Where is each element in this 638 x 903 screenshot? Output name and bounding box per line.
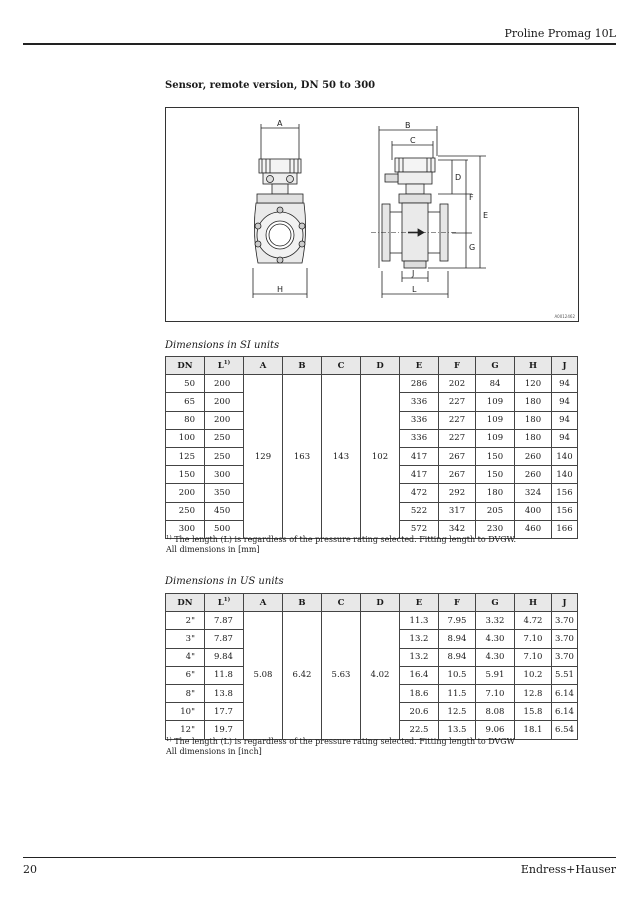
col-header-j: J bbox=[552, 357, 578, 375]
col-header-b: B bbox=[283, 594, 322, 612]
cell-h: 4.72 bbox=[515, 612, 552, 630]
cell-l: 17.7 bbox=[205, 703, 244, 721]
col-header-h: H bbox=[515, 357, 552, 375]
cell-h: 18.1 bbox=[515, 721, 552, 739]
cell-h: 460 bbox=[515, 520, 552, 538]
header-product-title: Proline Promag 10L bbox=[504, 27, 616, 40]
cell-e: 336 bbox=[400, 429, 439, 447]
footer-brand: Endress+Hauser bbox=[520, 863, 616, 876]
cell-dn: 65 bbox=[166, 393, 205, 411]
cell-dn: 80 bbox=[166, 411, 205, 429]
cell-h: 324 bbox=[515, 484, 552, 502]
header-rule bbox=[23, 43, 616, 45]
cell-g: 7.10 bbox=[476, 684, 515, 702]
us-footnote bbox=[166, 735, 515, 757]
cell-l: 9.84 bbox=[205, 648, 244, 666]
cell-merged-c: 5.63 bbox=[322, 612, 361, 739]
cell-g: 4.30 bbox=[476, 648, 515, 666]
col-header-c: C bbox=[322, 594, 361, 612]
cell-e: 336 bbox=[400, 411, 439, 429]
cell-dn: 50 bbox=[166, 375, 205, 393]
col-header-a: A bbox=[244, 357, 283, 375]
cell-l: 300 bbox=[205, 466, 244, 484]
dim-label-c: C bbox=[410, 136, 416, 145]
cell-l: 19.7 bbox=[205, 721, 244, 739]
cell-merged-a: 5.08 bbox=[244, 612, 283, 739]
cell-f: 202 bbox=[439, 375, 476, 393]
col-header-j: J bbox=[552, 594, 578, 612]
col-header-l-text: L bbox=[217, 361, 224, 371]
cell-g: 3.32 bbox=[476, 612, 515, 630]
cell-f: 10.5 bbox=[439, 666, 476, 684]
dim-label-l: L bbox=[412, 285, 417, 294]
cell-j: 166 bbox=[552, 520, 578, 538]
cell-l: 7.87 bbox=[205, 612, 244, 630]
cell-g: 180 bbox=[476, 484, 515, 502]
si-dimensions-table bbox=[165, 356, 578, 539]
cell-f: 12.5 bbox=[439, 703, 476, 721]
cell-e: 336 bbox=[400, 393, 439, 411]
cell-h: 180 bbox=[515, 411, 552, 429]
col-header-d: D bbox=[361, 594, 400, 612]
col-header-g: G bbox=[476, 357, 515, 375]
section-title: Sensor, remote version, DN 50 to 300 bbox=[165, 80, 376, 91]
cell-g: 150 bbox=[476, 466, 515, 484]
col-header-h: H bbox=[515, 594, 552, 612]
cell-dn: 2" bbox=[166, 612, 205, 630]
cell-f: 227 bbox=[439, 411, 476, 429]
cell-f: 292 bbox=[439, 484, 476, 502]
cell-j: 6.14 bbox=[552, 703, 578, 721]
cell-dn: 3" bbox=[166, 630, 205, 648]
cell-f: 13.5 bbox=[439, 721, 476, 739]
footer-rule bbox=[23, 857, 616, 858]
cell-j: 3.70 bbox=[552, 612, 578, 630]
cell-e: 286 bbox=[400, 375, 439, 393]
cell-j: 94 bbox=[552, 375, 578, 393]
cell-l: 200 bbox=[205, 411, 244, 429]
cell-g: 109 bbox=[476, 393, 515, 411]
col-header-e: E bbox=[400, 357, 439, 375]
cell-dn: 100 bbox=[166, 429, 205, 447]
cell-e: 417 bbox=[400, 447, 439, 465]
dim-label-g: G bbox=[469, 243, 476, 252]
col-header-dn: DN bbox=[166, 357, 205, 375]
col-header-g: G bbox=[476, 594, 515, 612]
cell-l: 13.8 bbox=[205, 684, 244, 702]
col-header-f: F bbox=[439, 594, 476, 612]
cell-g: 5.91 bbox=[476, 666, 515, 684]
cell-l: 350 bbox=[205, 484, 244, 502]
cell-l: 250 bbox=[205, 429, 244, 447]
col-header-a: A bbox=[244, 594, 283, 612]
cell-g: 109 bbox=[476, 411, 515, 429]
dim-label-e: E bbox=[483, 211, 489, 220]
cell-e: 22.5 bbox=[400, 721, 439, 739]
si-header-row bbox=[166, 357, 578, 375]
cell-merged-b: 6.42 bbox=[283, 612, 322, 739]
cell-h: 260 bbox=[515, 447, 552, 465]
cell-g: 205 bbox=[476, 502, 515, 520]
cell-j: 94 bbox=[552, 393, 578, 411]
cell-h: 120 bbox=[515, 375, 552, 393]
side-view bbox=[371, 126, 489, 298]
si-footnote-units: All dimensions in [mm] bbox=[166, 545, 260, 554]
cell-l: 500 bbox=[205, 520, 244, 538]
cell-g: 109 bbox=[476, 429, 515, 447]
col-header-l bbox=[205, 594, 244, 612]
cell-g: 8.08 bbox=[476, 703, 515, 721]
cell-h: 180 bbox=[515, 429, 552, 447]
cell-e: 472 bbox=[400, 484, 439, 502]
cell-e: 16.4 bbox=[400, 666, 439, 684]
dim-label-d: D bbox=[455, 173, 462, 182]
cell-dn: 200 bbox=[166, 484, 205, 502]
si-footnote-text: The length (L) is regardless of the pressure rating selected. Fitting length to DVGW. bbox=[174, 535, 517, 544]
cell-j: 156 bbox=[552, 502, 578, 520]
si-footnote-mark: 1) bbox=[166, 535, 172, 541]
cell-f: 342 bbox=[439, 520, 476, 538]
table-row bbox=[166, 612, 578, 630]
cell-merged-b: 163 bbox=[283, 375, 322, 539]
cell-l: 200 bbox=[205, 393, 244, 411]
cell-h: 15.8 bbox=[515, 703, 552, 721]
col-header-b: B bbox=[283, 357, 322, 375]
us-dimensions-table bbox=[165, 593, 578, 740]
cell-e: 18.6 bbox=[400, 684, 439, 702]
cell-f: 227 bbox=[439, 429, 476, 447]
cell-e: 417 bbox=[400, 466, 439, 484]
cell-f: 8.94 bbox=[439, 648, 476, 666]
si-footnote bbox=[166, 533, 516, 555]
cell-g: 4.30 bbox=[476, 630, 515, 648]
sensor-drawing-svg bbox=[166, 108, 578, 321]
cell-dn: 12" bbox=[166, 721, 205, 739]
cell-dn: 4" bbox=[166, 648, 205, 666]
dim-label-h: H bbox=[277, 285, 284, 294]
cell-j: 6.14 bbox=[552, 684, 578, 702]
cell-h: 12.8 bbox=[515, 684, 552, 702]
cell-dn: 300 bbox=[166, 520, 205, 538]
cell-e: 13.2 bbox=[400, 648, 439, 666]
cell-dn: 150 bbox=[166, 466, 205, 484]
cell-merged-d: 102 bbox=[361, 375, 400, 539]
cell-f: 267 bbox=[439, 466, 476, 484]
cell-e: 13.2 bbox=[400, 630, 439, 648]
cell-e: 20.6 bbox=[400, 703, 439, 721]
cell-l: 11.8 bbox=[205, 666, 244, 684]
dim-label-f: F bbox=[469, 193, 474, 202]
cell-j: 6.54 bbox=[552, 721, 578, 739]
col-header-l-footnote-mark: 1) bbox=[223, 597, 231, 604]
cell-h: 7.10 bbox=[515, 648, 552, 666]
col-header-l bbox=[205, 357, 244, 375]
cell-f: 227 bbox=[439, 393, 476, 411]
cell-j: 140 bbox=[552, 466, 578, 484]
cell-h: 400 bbox=[515, 502, 552, 520]
cell-f: 7.95 bbox=[439, 612, 476, 630]
col-header-l-footnote-mark: 1) bbox=[223, 360, 231, 367]
cell-dn: 8" bbox=[166, 684, 205, 702]
cell-g: 230 bbox=[476, 520, 515, 538]
cell-l: 250 bbox=[205, 447, 244, 465]
cell-f: 11.5 bbox=[439, 684, 476, 702]
cell-h: 7.10 bbox=[515, 630, 552, 648]
col-header-e: E bbox=[400, 594, 439, 612]
col-header-c: C bbox=[322, 357, 361, 375]
col-header-d: D bbox=[361, 357, 400, 375]
cell-g: 84 bbox=[476, 375, 515, 393]
cell-f: 8.94 bbox=[439, 630, 476, 648]
cell-j: 140 bbox=[552, 447, 578, 465]
cell-f: 267 bbox=[439, 447, 476, 465]
cell-e: 11.3 bbox=[400, 612, 439, 630]
cell-dn: 125 bbox=[166, 447, 205, 465]
cell-merged-a: 129 bbox=[244, 375, 283, 539]
us-footnote-text: The length (L) is regardless of the pressure rating selected. Fitting length to DVGW bbox=[174, 737, 515, 746]
dim-label-b: B bbox=[405, 121, 411, 130]
cell-l: 450 bbox=[205, 502, 244, 520]
table-row bbox=[166, 375, 578, 393]
cell-l: 7.87 bbox=[205, 630, 244, 648]
cell-h: 10.2 bbox=[515, 666, 552, 684]
cell-g: 9.06 bbox=[476, 721, 515, 739]
cell-g: 150 bbox=[476, 447, 515, 465]
col-header-f: F bbox=[439, 357, 476, 375]
page-number: 20 bbox=[23, 863, 37, 876]
cell-e: 572 bbox=[400, 520, 439, 538]
cell-f: 317 bbox=[439, 502, 476, 520]
cell-j: 156 bbox=[552, 484, 578, 502]
us-header-row bbox=[166, 594, 578, 612]
si-table-caption: Dimensions in SI units bbox=[165, 340, 280, 351]
cell-dn: 6" bbox=[166, 666, 205, 684]
cell-h: 180 bbox=[515, 393, 552, 411]
dimension-drawing bbox=[165, 107, 579, 322]
us-footnote-units: All dimensions in [inch] bbox=[166, 747, 262, 756]
cell-dn: 10" bbox=[166, 703, 205, 721]
cell-j: 3.70 bbox=[552, 630, 578, 648]
cell-merged-c: 143 bbox=[322, 375, 361, 539]
front-view bbox=[253, 124, 307, 298]
cell-merged-d: 4.02 bbox=[361, 612, 400, 739]
cell-j: 5.51 bbox=[552, 666, 578, 684]
cell-h: 260 bbox=[515, 466, 552, 484]
cell-j: 94 bbox=[552, 411, 578, 429]
cell-l: 200 bbox=[205, 375, 244, 393]
us-footnote-mark: 1) bbox=[166, 737, 172, 743]
col-header-dn: DN bbox=[166, 594, 205, 612]
cell-j: 94 bbox=[552, 429, 578, 447]
cell-j: 3.70 bbox=[552, 648, 578, 666]
cell-e: 522 bbox=[400, 502, 439, 520]
figure-id: A0012462 bbox=[554, 314, 575, 319]
cell-dn: 250 bbox=[166, 502, 205, 520]
col-header-l-text: L bbox=[217, 598, 224, 608]
dim-label-a: A bbox=[277, 119, 283, 128]
dim-label-j: J bbox=[412, 269, 415, 278]
us-table-caption: Dimensions in US units bbox=[165, 576, 284, 587]
